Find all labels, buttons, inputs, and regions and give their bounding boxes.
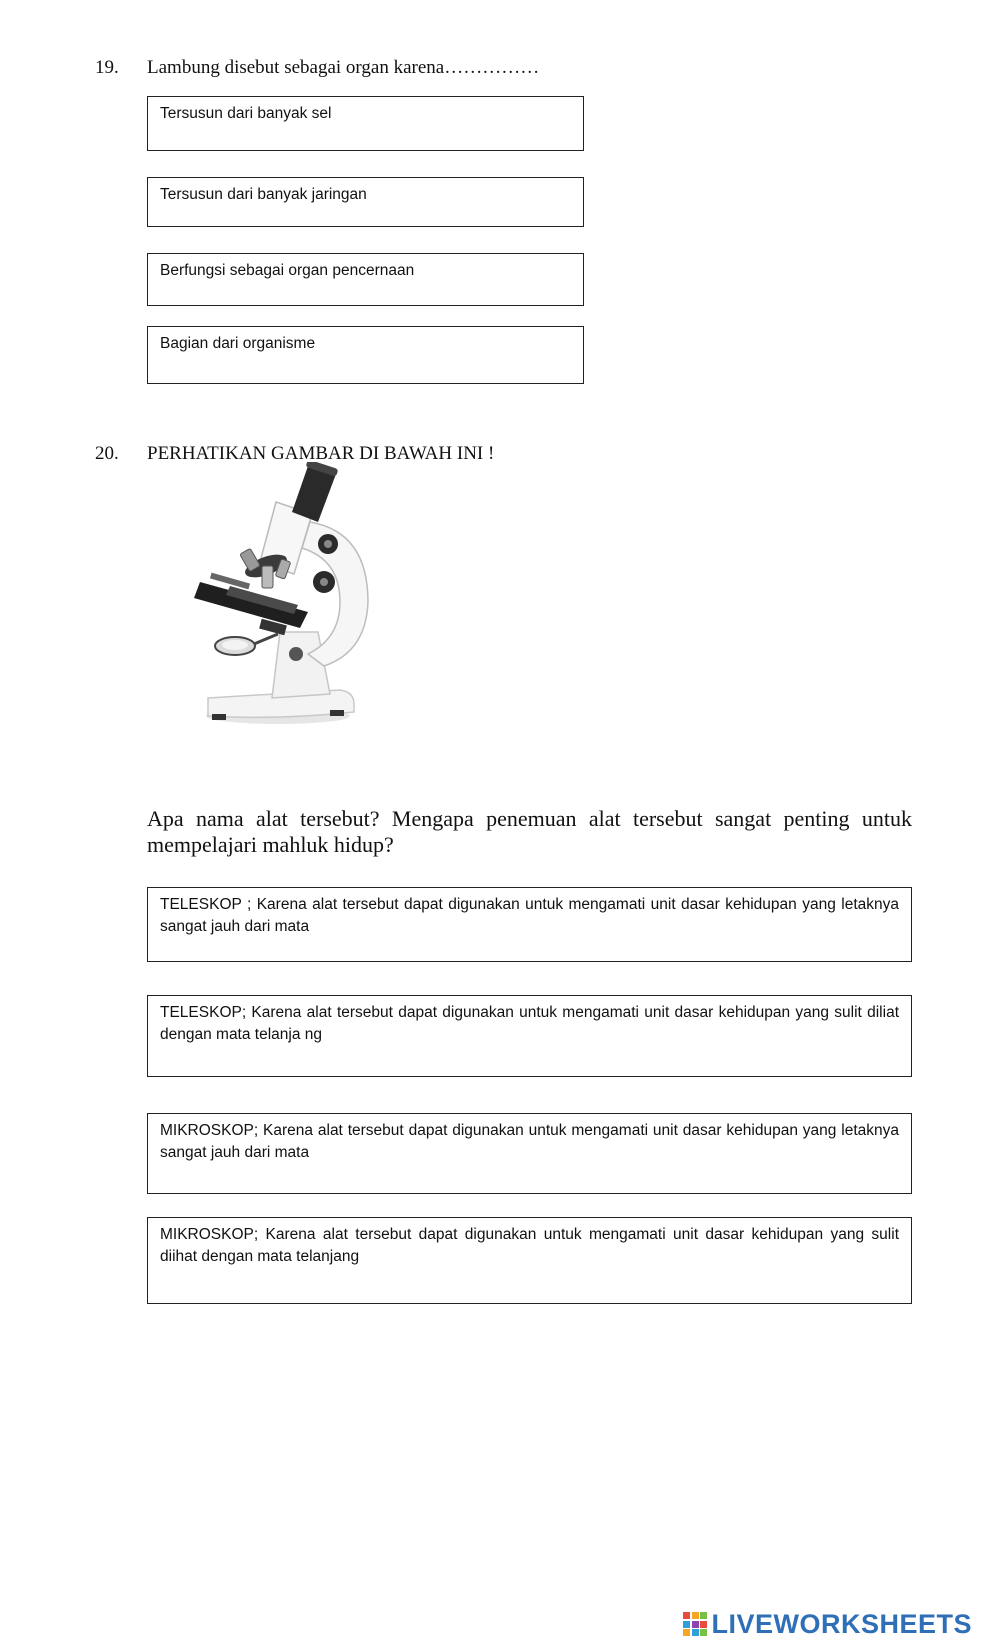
microscope-image: [190, 462, 390, 737]
q19-option-a[interactable]: Tersusun dari banyak sel: [147, 96, 584, 151]
q19-option-d[interactable]: Bagian dari organisme: [147, 326, 584, 384]
liveworksheets-logo: [683, 1607, 972, 1641]
q20-option-a[interactable]: TELESKOP ; Karena alat tersebut dapat digunakan untuk mengamati unit dasar kehidupan yang letaknya sangat jauh dari mata: [147, 887, 912, 962]
question-19-number: 19.: [95, 57, 119, 78]
q20-option-d[interactable]: MIKROSKOP; Karena alat tersebut dapat digunakan untuk mengamati unit dasar kehidupan yang sulit diihat dengan mata telanjang: [147, 1217, 912, 1304]
logo-tiles-icon: [683, 1612, 707, 1636]
q20-option-b[interactable]: TELESKOP; Karena alat tersebut dapat digunakan untuk mengamati unit dasar kehidupan yang sulit diliat dengan mata telanja ng: [147, 995, 912, 1077]
question-20-text: Apa nama alat tersebut? Mengapa penemuan alat tersebut sangat penting untuk mempelajari mahluk hidup?: [147, 806, 912, 857]
brand-name: LIVEWORKSHEETS: [711, 1608, 972, 1639]
q19-option-c[interactable]: Berfungsi sebagai organ pencernaan: [147, 253, 584, 306]
question-19-text: Lambung disebut sebagai organ karena……………: [147, 57, 540, 78]
q19-option-b[interactable]: Tersusun dari banyak jaringan: [147, 177, 584, 227]
q20-option-c[interactable]: MIKROSKOP; Karena alat tersebut dapat digunakan untuk mengamati unit dasar kehidupan yang letaknya sangat jauh dari mata: [147, 1113, 912, 1194]
question-20-instruction: PERHATIKAN GAMBAR DI BAWAH INI !: [147, 443, 495, 464]
question-20-number: 20.: [95, 443, 119, 464]
